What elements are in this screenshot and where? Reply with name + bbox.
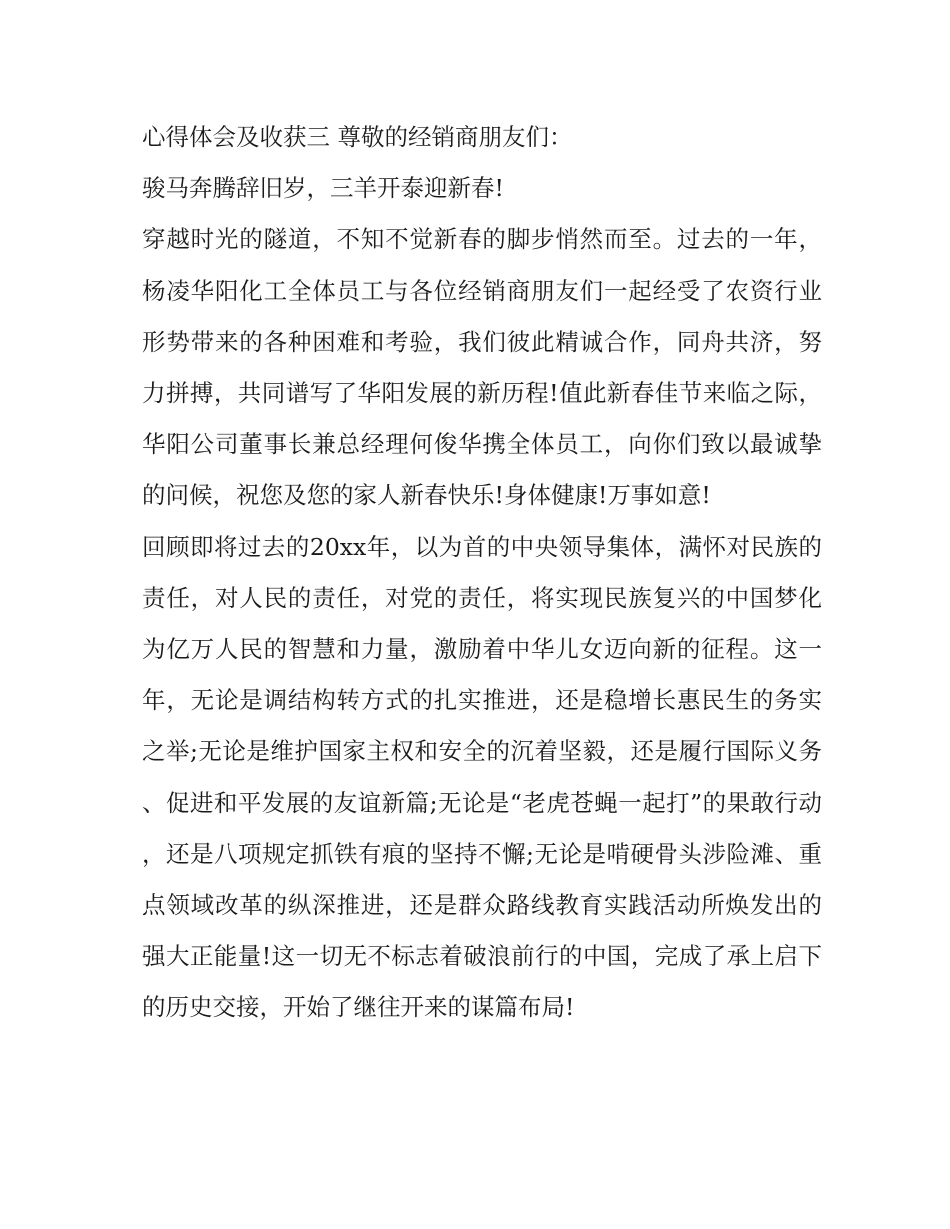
greeting-line: 心得体会及收获三 尊敬的经销商朋友们： xyxy=(142,123,573,151)
document-body xyxy=(142,112,822,1034)
paragraph-year-review: 回顾即将过去的20xx年，以为首的中央领导集体，满怀对民族的责任，对人民的责任，对党的责任，将实现民族复兴的中国梦化为亿万人民的智慧和力量，激励着中华儿女迈向新的征程。这一年，无论是调结构转方式的扎实推进，还是稳增长惠民生的务实之举;无论是维护国家主权和安全的沉着坚毅，还是履行国际义务、促进和平发展的友谊新篇;无论是“老虎苍蝇一起打”的果敢行动，还是八项规定抓铁有痕的坚持不懈;无论是啃硬骨头涉险滩、重点领域改革的纵深推进，还是群众路线教育实践活动所焕发出的强大正能量!这一切无不标志着破浪前行的中国，完成了承上启下的历史交接，开始了继往开来的谋篇布局! xyxy=(142,532,822,1022)
paragraph-new-year-wishes: 穿越时光的隧道，不知不觉新春的脚步悄然而至。过去的一年，杨凌华阳化工全体员工与各位经销商朋友们一起经受了农资行业形势带来的各种困难和考验，我们彼此精诚合作，同舟共济，努力拼搏，共同谱写了华阳发展的新历程!值此新春佳节来临之际，华阳公司董事长兼总经理何俊华携全体员工，向你们致以最诚挚的问候，祝您及您的家人新春快乐!身体健康!万事如意! xyxy=(142,225,822,510)
new-year-couplet: 骏马奔腾辞旧岁，三羊开泰迎新春! xyxy=(142,174,504,203)
